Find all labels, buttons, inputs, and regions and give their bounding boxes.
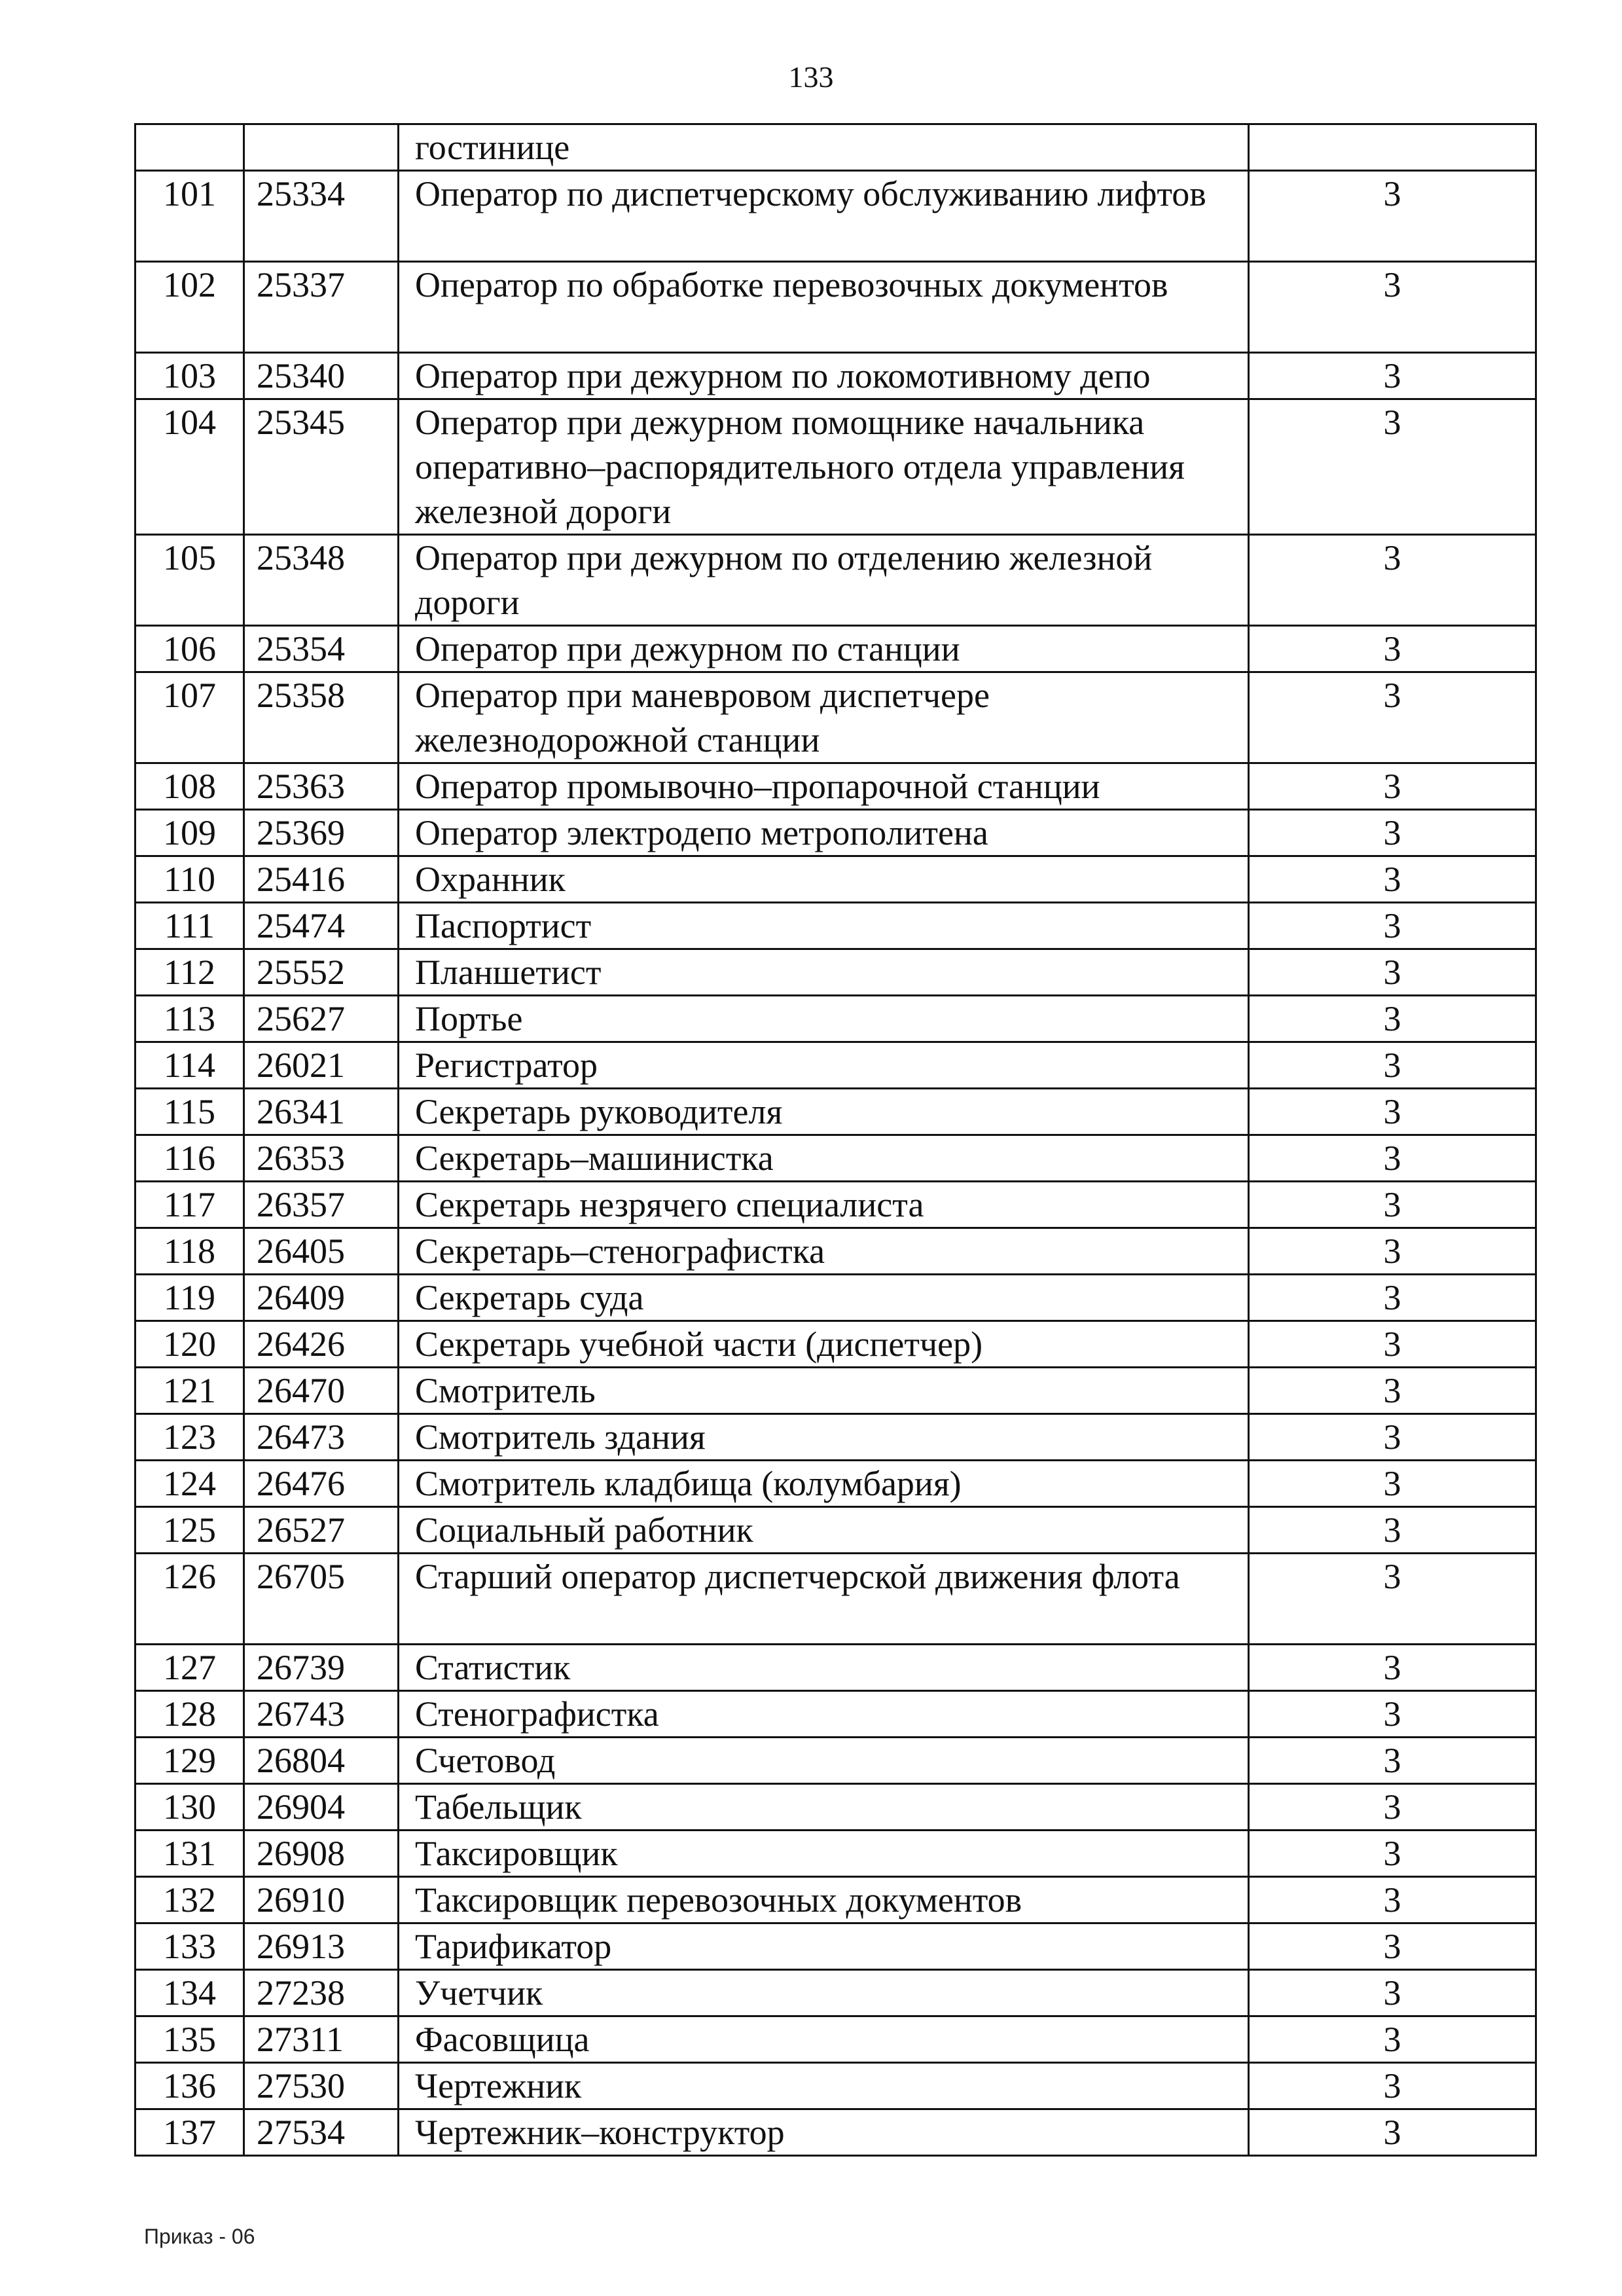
table-row — [135, 672, 1536, 763]
row-category: 3 — [1249, 856, 1536, 903]
row-number: 134 — [135, 1970, 244, 2016]
row-profession-name: Оператор при дежурном помощнике начальника оперативно–распорядительного отдела управления железной дороги — [399, 399, 1249, 535]
row-category: 3 — [1249, 171, 1536, 262]
table-row — [135, 1368, 1536, 1414]
row-profession-name: Оператор промывочно–пропарочной станции — [399, 763, 1249, 810]
row-category: 3 — [1249, 1507, 1536, 1554]
table-row — [135, 353, 1536, 399]
row-number: 104 — [135, 399, 244, 535]
row-code: 26353 — [244, 1135, 399, 1182]
row-number: 101 — [135, 171, 244, 262]
table-row — [135, 996, 1536, 1042]
row-number: 108 — [135, 763, 244, 810]
row-profession-name: Смотритель — [399, 1368, 1249, 1414]
row-code: 26470 — [244, 1368, 399, 1414]
row-code: 25474 — [244, 903, 399, 949]
profession-table — [134, 123, 1537, 2157]
table-row — [135, 1923, 1536, 1970]
row-code: 26527 — [244, 1507, 399, 1554]
row-category: 3 — [1249, 1275, 1536, 1321]
row-number: 110 — [135, 856, 244, 903]
row-number: 111 — [135, 903, 244, 949]
row-number: 128 — [135, 1691, 244, 1738]
row-category: 3 — [1249, 1784, 1536, 1831]
table-row — [135, 1228, 1536, 1275]
row-profession-name: Смотритель здания — [399, 1414, 1249, 1461]
row-profession-name: Стенографистка — [399, 1691, 1249, 1738]
row-code: 26743 — [244, 1691, 399, 1738]
table-row — [135, 1275, 1536, 1321]
row-profession-name: Таксировщик перевозочных документов — [399, 1877, 1249, 1923]
row-code: 26804 — [244, 1738, 399, 1784]
row-category: 3 — [1249, 1645, 1536, 1691]
row-category: 3 — [1249, 1135, 1536, 1182]
row-number: 135 — [135, 2016, 244, 2063]
table-row — [135, 626, 1536, 672]
row-number: 132 — [135, 1877, 244, 1923]
row-category: 3 — [1249, 1228, 1536, 1275]
row-code: 25334 — [244, 171, 399, 262]
row-category: 3 — [1249, 2109, 1536, 2156]
row-profession-name: Учетчик — [399, 1970, 1249, 2016]
row-code: 25627 — [244, 996, 399, 1042]
row-profession-name: Фасовщица — [399, 2016, 1249, 2063]
table-row — [135, 535, 1536, 626]
row-category: 3 — [1249, 1368, 1536, 1414]
row-code: 26473 — [244, 1414, 399, 1461]
row-category: 3 — [1249, 1182, 1536, 1228]
table-row — [135, 399, 1536, 535]
row-code: 25416 — [244, 856, 399, 903]
row-profession-name: Регистратор — [399, 1042, 1249, 1089]
table-row — [135, 1135, 1536, 1182]
row-code: 26341 — [244, 1089, 399, 1135]
row-category: 3 — [1249, 2016, 1536, 2063]
table-row — [135, 1738, 1536, 1784]
row-profession-name: Секретарь руководителя — [399, 1089, 1249, 1135]
row-profession-name: Охранник — [399, 856, 1249, 903]
table-row — [135, 1691, 1536, 1738]
row-category: 3 — [1249, 399, 1536, 535]
row-profession-name: Таксировщик — [399, 1831, 1249, 1877]
table-row — [135, 1784, 1536, 1831]
table-row — [135, 1089, 1536, 1135]
row-code: 26904 — [244, 1784, 399, 1831]
table-row — [135, 810, 1536, 856]
row-number: 115 — [135, 1089, 244, 1135]
row-code: 27311 — [244, 2016, 399, 2063]
table-row — [135, 1461, 1536, 1507]
row-code: 25354 — [244, 626, 399, 672]
page-number: 133 — [788, 60, 834, 94]
row-profession-name: Старший оператор диспетчерской движения флота — [399, 1554, 1249, 1645]
table-row — [135, 171, 1536, 262]
row-code: 26739 — [244, 1645, 399, 1691]
row-number: 116 — [135, 1135, 244, 1182]
row-code: 26913 — [244, 1923, 399, 1970]
table-row — [135, 856, 1536, 903]
table-row — [135, 1414, 1536, 1461]
row-code: 26021 — [244, 1042, 399, 1089]
row-profession-name: Оператор электродепо метрополитена — [399, 810, 1249, 856]
table-row — [135, 1507, 1536, 1554]
row-number: 114 — [135, 1042, 244, 1089]
row-code: 27530 — [244, 2063, 399, 2109]
row-profession-name: Планшетист — [399, 949, 1249, 996]
table-row — [135, 1182, 1536, 1228]
table-row — [135, 763, 1536, 810]
row-profession-name: Оператор по обработке перевозочных документов — [399, 262, 1249, 353]
row-number: 112 — [135, 949, 244, 996]
table-row — [135, 1645, 1536, 1691]
row-category: 3 — [1249, 1738, 1536, 1784]
row-category: 3 — [1249, 1877, 1536, 1923]
row-code: 27238 — [244, 1970, 399, 2016]
row-category: 3 — [1249, 996, 1536, 1042]
row-code: 27534 — [244, 2109, 399, 2156]
row-profession-name: Оператор при дежурном по отделению железной дороги — [399, 535, 1249, 626]
row-category: 3 — [1249, 763, 1536, 810]
row-number: 127 — [135, 1645, 244, 1691]
row-profession-name: Паспортист — [399, 903, 1249, 949]
row-code: 25340 — [244, 353, 399, 399]
row-profession-name: Статистик — [399, 1645, 1249, 1691]
row-code — [244, 124, 399, 171]
row-category: 3 — [1249, 1970, 1536, 2016]
row-number: 113 — [135, 996, 244, 1042]
row-category: 3 — [1249, 1461, 1536, 1507]
row-category — [1249, 124, 1536, 171]
row-code: 25363 — [244, 763, 399, 810]
row-profession-name: Смотритель кладбища (колумбария) — [399, 1461, 1249, 1507]
table-row — [135, 903, 1536, 949]
row-category: 3 — [1249, 810, 1536, 856]
row-profession-name: Оператор при маневровом диспетчере железнодорожной станции — [399, 672, 1249, 763]
row-number: 119 — [135, 1275, 244, 1321]
row-number: 124 — [135, 1461, 244, 1507]
table-row — [135, 2109, 1536, 2156]
table-row — [135, 262, 1536, 353]
row-profession-name: гостинице — [399, 124, 1249, 171]
row-number: 107 — [135, 672, 244, 763]
row-code: 26910 — [244, 1877, 399, 1923]
table-row — [135, 2016, 1536, 2063]
row-number: 125 — [135, 1507, 244, 1554]
row-code: 26426 — [244, 1321, 399, 1368]
row-category: 3 — [1249, 1831, 1536, 1877]
row-code: 25348 — [244, 535, 399, 626]
row-category: 3 — [1249, 1042, 1536, 1089]
row-number: 120 — [135, 1321, 244, 1368]
row-category: 3 — [1249, 1691, 1536, 1738]
table-row-continuation — [135, 124, 1536, 171]
row-profession-name: Табельщик — [399, 1784, 1249, 1831]
table-row — [135, 1042, 1536, 1089]
row-category: 3 — [1249, 353, 1536, 399]
row-code: 25337 — [244, 262, 399, 353]
table-row — [135, 1831, 1536, 1877]
row-number: 123 — [135, 1414, 244, 1461]
row-number: 137 — [135, 2109, 244, 2156]
row-number: 131 — [135, 1831, 244, 1877]
row-number: 102 — [135, 262, 244, 353]
row-profession-name: Оператор при дежурном по локомотивному депо — [399, 353, 1249, 399]
table-row — [135, 1554, 1536, 1645]
row-category: 3 — [1249, 1414, 1536, 1461]
table-row — [135, 2063, 1536, 2109]
row-profession-name: Секретарь–машинистка — [399, 1135, 1249, 1182]
row-category: 3 — [1249, 672, 1536, 763]
row-category: 3 — [1249, 1089, 1536, 1135]
row-code: 26908 — [244, 1831, 399, 1877]
row-profession-name: Социальный работник — [399, 1507, 1249, 1554]
row-profession-name: Секретарь незрячего специалиста — [399, 1182, 1249, 1228]
row-number: 126 — [135, 1554, 244, 1645]
row-category: 3 — [1249, 1554, 1536, 1645]
row-code: 26405 — [244, 1228, 399, 1275]
table-row — [135, 1970, 1536, 2016]
row-number — [135, 124, 244, 171]
row-number: 136 — [135, 2063, 244, 2109]
row-number: 106 — [135, 626, 244, 672]
row-profession-name: Счетовод — [399, 1738, 1249, 1784]
row-category: 3 — [1249, 535, 1536, 626]
row-category: 3 — [1249, 262, 1536, 353]
table-row — [135, 949, 1536, 996]
row-category: 3 — [1249, 2063, 1536, 2109]
row-category: 3 — [1249, 1923, 1536, 1970]
row-number: 133 — [135, 1923, 244, 1970]
row-profession-name: Портье — [399, 996, 1249, 1042]
row-code: 25345 — [244, 399, 399, 535]
row-number: 121 — [135, 1368, 244, 1414]
table-row — [135, 1321, 1536, 1368]
row-profession-name: Чертежник–конструктор — [399, 2109, 1249, 2156]
row-category: 3 — [1249, 1321, 1536, 1368]
row-code: 25369 — [244, 810, 399, 856]
footer-note: Приказ - 06 — [144, 2225, 255, 2248]
row-category: 3 — [1249, 949, 1536, 996]
table-body — [135, 124, 1536, 2156]
row-code: 26409 — [244, 1275, 399, 1321]
row-number: 117 — [135, 1182, 244, 1228]
row-code: 26357 — [244, 1182, 399, 1228]
row-profession-name: Секретарь учебной части (диспетчер) — [399, 1321, 1249, 1368]
row-profession-name: Оператор по диспетчерскому обслуживанию лифтов — [399, 171, 1249, 262]
row-code: 25552 — [244, 949, 399, 996]
row-number: 130 — [135, 1784, 244, 1831]
row-profession-name: Чертежник — [399, 2063, 1249, 2109]
row-number: 103 — [135, 353, 244, 399]
row-code: 26705 — [244, 1554, 399, 1645]
row-code: 26476 — [244, 1461, 399, 1507]
row-number: 109 — [135, 810, 244, 856]
row-profession-name: Секретарь суда — [399, 1275, 1249, 1321]
row-category: 3 — [1249, 626, 1536, 672]
row-category: 3 — [1249, 903, 1536, 949]
row-code: 25358 — [244, 672, 399, 763]
row-number: 129 — [135, 1738, 244, 1784]
row-number: 118 — [135, 1228, 244, 1275]
row-profession-name: Оператор при дежурном по станции — [399, 626, 1249, 672]
row-profession-name: Тарификатор — [399, 1923, 1249, 1970]
row-profession-name: Секретарь–стенографистка — [399, 1228, 1249, 1275]
row-number: 105 — [135, 535, 244, 626]
table-row — [135, 1877, 1536, 1923]
